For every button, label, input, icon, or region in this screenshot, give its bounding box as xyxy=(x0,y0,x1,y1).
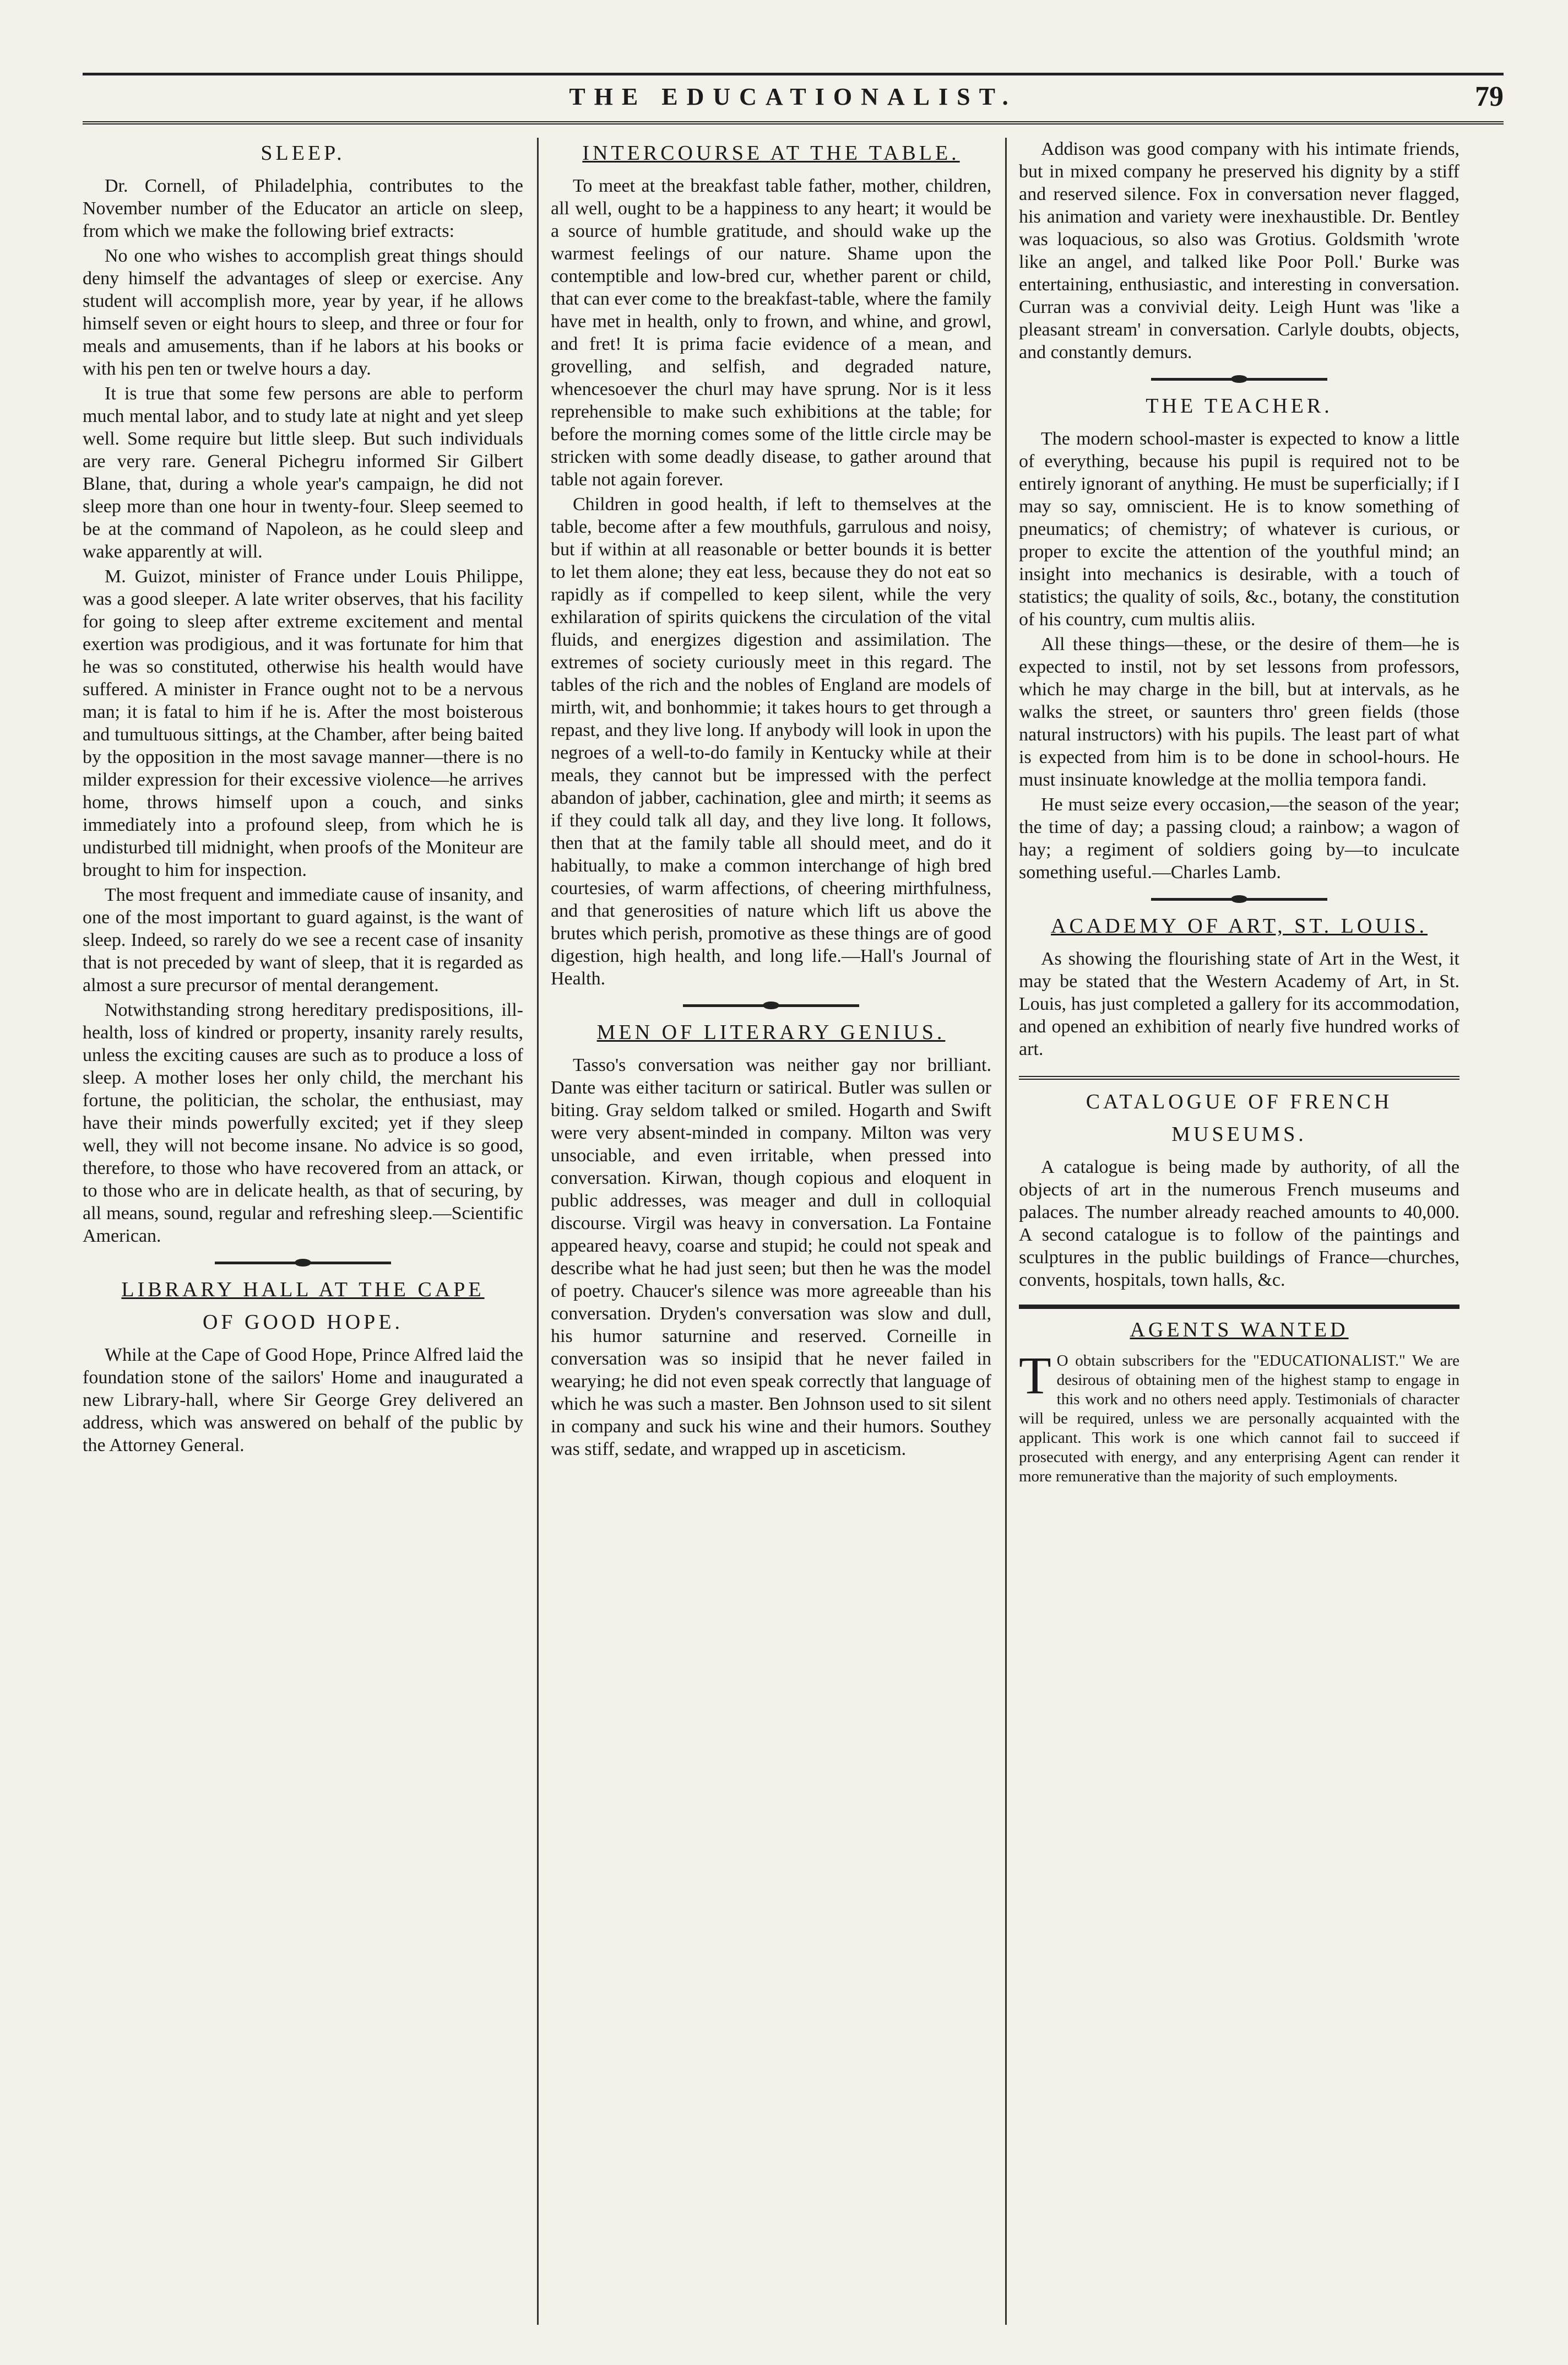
article-paragraph: A catalogue is being made by authority, of all the objects of art in the numerous French museums and palaces. The number already reached amounts to 40,000. A second catalogue is to follow of the paintings and sculptures in the public buildings of France—churches, convents, hospitals, town halls, &c. xyxy=(1019,1157,1460,1290)
article-catalogue-museums xyxy=(1019,1091,1460,1291)
article-paragraph: No one who wishes to accomplish great things should deny himself the advantages of sleep or exercise. Any student will accomplish more, year by year, if he allows himself seven or eight hours to sleep, and three or four for meals and amusements, than if he labors at his books or with his pen ten or twelve hours a day. xyxy=(83,246,523,379)
article-heading: CATALOGUE OF FRENCH xyxy=(1086,1090,1393,1113)
article-heading: ACADEMY OF ART, ST. LOUIS. xyxy=(1051,914,1428,938)
article-academy-art xyxy=(1019,915,1460,1060)
article-paragraph: The modern school-master is expected to know a little of everything, because his pupil is required not to be entirely ignorant of anything. He must be superficially; if I may so say, omniscient. He is to know something of pneumatics; of chemistry; of whatever is curious, or proper to excite the attention of the youthful mind; an insight into mechanics is desirable, with a touch of statistics; the quality of soils, &c., botany, the constitution of his country, cum multis aliis. xyxy=(1019,429,1460,630)
article-paragraph: O obtain subscribers for the "EDUCATIONALIST." We are desirous of obtaining men of the highest stamp to engage in this work and no others need apply. Testimonials of character will be required, unless we are personally acquainted with the applicant. This work is one which cannot fail to succeed if prosecuted with energy, and any enterprising Agent can render it more remunerative than the majority of such employments. xyxy=(1019,1352,1460,1485)
section-rule xyxy=(1019,1076,1460,1080)
article-intercourse-table xyxy=(551,142,991,990)
article-paragraph: Addison was good company with his intimate friends, but in mixed company he preserved his dignity by a stiff and reserved silence. Fox in conversation never flagged, his animation and variety were inexhaustible. Dr. Bentley was loquacious, so also was Grotius. Goldsmith 'wrote like an angel, and talked like Poor Poll.' Burke was entertaining, enthusiastic, and interesting in conversation. Curran was a convivial deity. Leigh Hunt was 'like a pleasant stream' in conversation. Carlyle doubts, objects, and constantly demurs. xyxy=(1019,139,1460,362)
column-divider xyxy=(1005,138,1007,2325)
article-paragraph: Notwithstanding strong hereditary predispositions, ill-health, loss of kindred or property, insanity rarely results, unless the exciting causes are such as to produce a loss of sleep. A mother loses her only child, the merchant his fortune, the politician, the scholar, the enthusiast, may have their minds powerfully excited; yet if they sleep well, they will not become insane. No advice is so good, therefore, to those who have recovered from an attack, or to those who are in delicate health, as that of securing, by all means, sound, regular and refreshing sleep.—Scientific American. xyxy=(83,1000,523,1246)
article-paragraph: He must seize every occasion,—the season of the year; the time of day; a passing cloud; a rainbow; a wagon of hay; a regiment of soldiers going by—to inculcate something useful.—Charles Lamb. xyxy=(1019,794,1460,883)
article-addison-continued xyxy=(1019,138,1460,364)
article-paragraph: Tasso's conversation was neither gay nor brilliant. Dante was either taciturn or satirical. Butler was sullen or biting. Gray seldom talked or smiled. Hogarth and Swift were very absent-minded in company. Milton was very unsociable, and even irritable, when pressed into conversation. Kirwan, though copious and eloquent in public addresses, was meager and dull in colloquial discourse. Virgil was heavy in conversation. La Fontaine appeared heavy, coarse and stupid; he could not speak and describe what he had just seen; but then he was the model of poetry. Chaucer's silence was more agreeable than his conversation. Dryden's conversation was slow and dull, his humor saturnine and reserved. Corneille in conversation was so insipid that he never failed in wearying; he did not even speak correctly that language of which he was such a master. Ben Johnson used to sit silent in company and suck his wine and their humors. Southey was stiff, sedate, and wrapped up in asceticism. xyxy=(551,1055,991,1459)
article-paragraph: The most frequent and immediate cause of insanity, and one of the most important to guard against, is the want of sleep. Indeed, so rarely do we see a recent case of insanity that is not preceded by want of sleep, that it is regarded as almost a sure precursor of mental derangement. xyxy=(83,885,523,995)
article-heading: SLEEP. xyxy=(261,142,345,165)
article-paragraph: Dr. Cornell, of Philadelphia, contributes to the November number of the Educator an article on sleep, from which we make the following brief extracts: xyxy=(83,176,523,241)
column-1 xyxy=(83,138,523,2325)
article-heading: MEN OF LITERARY GENIUS. xyxy=(596,1021,946,1044)
article-heading: INTERCOURSE AT THE TABLE. xyxy=(582,142,960,165)
masthead-top-rule xyxy=(83,73,1504,75)
section-separator xyxy=(215,1262,391,1264)
column-2 xyxy=(551,138,991,2325)
page-number: 79 xyxy=(1475,81,1504,112)
article-paragraph: While at the Cape of Good Hope, Prince Alfred laid the foundation stone of the sailors' Home and inaugurated a new Library-hall, where Sir George Grey delivered an address, which was answered on behalf of the public by the Attorney General. xyxy=(83,1345,523,1455)
article-heading-line2: OF GOOD HOPE. xyxy=(202,1311,404,1334)
article-library-hall xyxy=(83,1279,523,1457)
masthead xyxy=(83,66,1504,127)
article-paragraph: M. Guizot, minister of France under Louis Philippe, was a good sleeper. A late writer observes, that his facility for going to sleep after extreme excitement and mental exertion was prodigious, and it was fortunate for him that he was so constituted, otherwise his health would have suffered. A minister in France ought not to be a nervous man; it is fatal to him if he is. After the most boisterous and tumultuous sittings, at the Chamber, after being baited by the opposition in the most savage manner—there is no milder expression for their excessive violence—he arrives home, throws himself upon a couch, and sinks immediately into a profound sleep, from which he is undisturbed till midnight, when proofs of the Moniteur are brought to him for inspection. xyxy=(83,566,523,880)
section-separator xyxy=(1151,378,1327,381)
article-literary-genius xyxy=(551,1021,991,1460)
section-rule xyxy=(1019,1305,1460,1309)
article-paragraph: Children in good health, if left to themselves at the table, become after a few mouthfuls, garrulous and noisy, but if within at all reasonable or better bounds it is better to let them alone; they eat less, because they do not eat so rapidly as if compelled to keep silent, while the very exhilaration of spirits quickens the circulation of the vital fluids, and energizes digestion and assimilation. The extremes of society curiously meet in this regard. The tables of the rich and the nobles of England are models of mirth, wit, and bonhommie; it takes hours to get through a repast, and they live long. If anybody will look in upon the negroes of a well-to-do family in Kentucky while at their meals, they cannot but be impressed with the perfect abandon of jabber, cachination, glee and mirth; it seems as if they could talk all day, and they live long. It follows, then that at the family table all should meet, and do it habitually, to make a common interchange of high bred courtesies, of warm affections, of cheering mirthfulness, and that generosities of nature which lift us above the brutes which perish, promotive as these things are of good digestion, high health, and long life.—Hall's Journal of Health. xyxy=(551,494,991,989)
article-heading: AGENTS WANTED xyxy=(1130,1318,1349,1341)
article-sleep xyxy=(83,142,523,1247)
masthead-bottom-rule xyxy=(83,121,1504,125)
advert-agents-wanted xyxy=(1019,1319,1460,1486)
article-heading: LIBRARY HALL AT THE CAPE xyxy=(121,1278,485,1301)
drop-cap: T xyxy=(1019,1346,1051,1405)
article-heading: THE TEACHER. xyxy=(1146,394,1333,418)
section-separator xyxy=(1151,898,1327,901)
article-paragraph: As showing the flourishing state of Art in the West, it may be stated that the Western Academy of Art, in St. Louis, has just completed a gallery for its accommodation, and opened an exhibition of nearly five hundred works of art. xyxy=(1019,949,1460,1059)
article-paragraph: To meet at the breakfast table father, mother, children, all well, ought to be a happiness to any heart; it would be a source of humble gratitude, and should wake up the warmest feelings of our nature. Shame upon the contemptible and low-bred cur, whether parent or child, that can ever come to the breakfast-table, where the family have met in health, only to frown, and whine, and growl, and fret! It is prima facie evidence of a mean, and grovelling, and selfish, and degraded nature, whencesoever the churl may have sprung. Nor is it less reprehensible to make such exhibitions at the table; for before the morning comes some of the little circle may be stricken with some deadly disease, to gather around that table not again forever. xyxy=(551,176,991,490)
newspaper-title: THE EDUCATIONALIST. xyxy=(569,83,1017,110)
column-3 xyxy=(1019,138,1460,2325)
article-teacher xyxy=(1019,395,1460,884)
article-paragraph: All these things—these, or the desire of them—he is expected to instil, not by set lessons from professors, which he may charge in the bill, but at intervals, as he walks the street, or saunters thro' green fields (those natural instructors) with his pupils. The least part of what is expected from him is to be done in school-hours. He must insinuate knowledge at the mollia tempora fandi. xyxy=(1019,634,1460,790)
article-paragraph: It is true that some few persons are able to perform much mental labor, and to study late at night and yet sleep well. Some require but little sleep. But such individuals are very rare. General Pichegru informed Sir Gilbert Blane, that, during a whole year's campaign, he did not sleep more than one hour in twenty-four. Sleep seemed to be at the command of Napoleon, as he could sleep and wake apparently at will. xyxy=(83,383,523,562)
article-heading-line2: MUSEUMS. xyxy=(1171,1123,1307,1146)
column-divider xyxy=(537,138,539,2325)
section-separator xyxy=(683,1004,859,1007)
